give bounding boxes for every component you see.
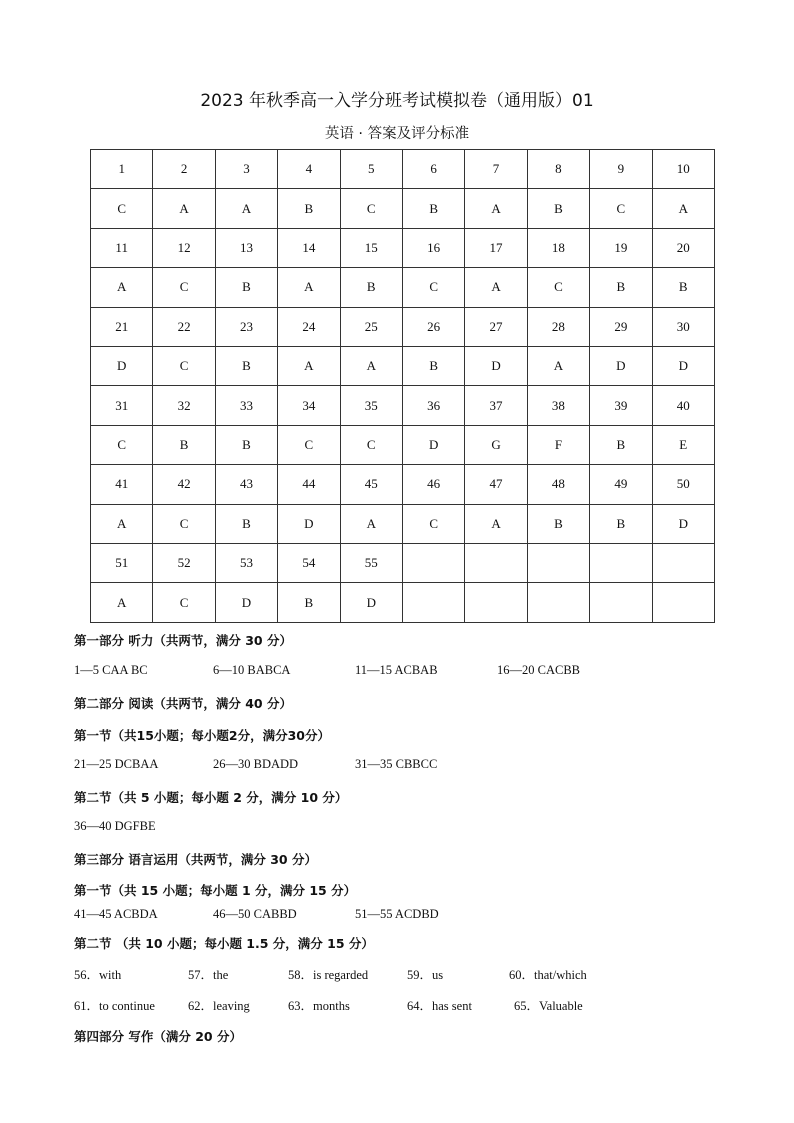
question-number-cell: 46 — [402, 465, 464, 504]
answer-cell: F — [527, 425, 589, 464]
answer-cell: A — [340, 504, 402, 543]
answer-cell: A — [91, 504, 153, 543]
answer-cell: C — [153, 504, 215, 543]
question-number-cell: 49 — [590, 465, 652, 504]
question-number-cell: 21 — [91, 307, 153, 346]
part2-heading: 第二部分 阅读（共两节，满分 40 分） — [74, 696, 292, 711]
answer-row — [91, 504, 715, 543]
answer-cell: A — [652, 189, 714, 228]
answer-cell: A — [340, 347, 402, 386]
answer-cell: C — [402, 504, 464, 543]
question-number-cell: 36 — [402, 386, 464, 425]
question-number-cell: 53 — [215, 544, 277, 583]
part1-answer-group: 11—15 ACBAB — [355, 663, 438, 677]
answer-cell: B — [527, 189, 589, 228]
answer-cell: B — [215, 504, 277, 543]
question-number-cell: 7 — [465, 150, 527, 189]
question-number-cell: 19 — [590, 228, 652, 267]
answer-cell: C — [278, 425, 340, 464]
answer-cell: D — [91, 347, 153, 386]
fill-answer: 59．us — [407, 968, 444, 982]
fill-answer: 62．leaving — [188, 999, 250, 1013]
question-number-cell: 25 — [340, 307, 402, 346]
question-number-cell: 26 — [402, 307, 464, 346]
answer-cell: C — [153, 583, 215, 623]
question-number-cell: 15 — [340, 228, 402, 267]
question-number-cell: 47 — [465, 465, 527, 504]
part1-heading: 第一部分 听力（共两节，满分 30 分） — [74, 633, 292, 648]
question-number-cell: 35 — [340, 386, 402, 425]
answer-cell: C — [402, 268, 464, 307]
answer-cell: C — [340, 189, 402, 228]
answer-cell: C — [527, 268, 589, 307]
question-number-cell: 39 — [590, 386, 652, 425]
answer-cell: A — [465, 189, 527, 228]
answer-cell: D — [278, 504, 340, 543]
question-number-cell — [652, 544, 714, 583]
question-number-cell: 5 — [340, 150, 402, 189]
question-number-cell: 52 — [153, 544, 215, 583]
question-number-cell: 34 — [278, 386, 340, 425]
answer-cell: B — [402, 189, 464, 228]
question-number-cell — [527, 544, 589, 583]
answer-cell: A — [527, 347, 589, 386]
answer-cell: B — [153, 425, 215, 464]
answer-cell: A — [278, 347, 340, 386]
part3-heading: 第三部分 语言运用（共两节，满分 30 分） — [74, 852, 317, 867]
answer-row — [91, 189, 715, 228]
answer-cell: A — [91, 583, 153, 623]
question-number-cell — [590, 544, 652, 583]
part3-section1-heading: 第一节（共 15 小题；每小题 1 分，满分 15 分） — [74, 883, 357, 898]
question-number-row — [91, 150, 715, 189]
answer-cell: D — [465, 347, 527, 386]
answer-cell — [652, 583, 714, 623]
question-number-cell: 29 — [590, 307, 652, 346]
question-number-cell: 20 — [652, 228, 714, 267]
answer-cell: D — [590, 347, 652, 386]
part3-answer-group: 41—45 ACBDA — [74, 907, 158, 921]
answer-cell: A — [91, 268, 153, 307]
answer-cell: C — [153, 268, 215, 307]
answer-cell: D — [402, 425, 464, 464]
question-number-cell: 28 — [527, 307, 589, 346]
fill-answer: 58．is regarded — [288, 968, 369, 982]
question-number-cell: 10 — [652, 150, 714, 189]
answer-cell: A — [278, 268, 340, 307]
question-number-cell: 33 — [215, 386, 277, 425]
question-number-cell: 32 — [153, 386, 215, 425]
answer-cell: B — [652, 268, 714, 307]
part4-heading: 第四部分 写作（满分 20 分） — [74, 1029, 242, 1044]
question-number-cell: 23 — [215, 307, 277, 346]
question-number-cell: 18 — [527, 228, 589, 267]
answer-cell: C — [91, 189, 153, 228]
part1-answer-group: 6—10 BABCA — [213, 663, 291, 677]
part3-section2-heading: 第二节 （共 10 小题；每小题 1.5 分，满分 15 分） — [74, 936, 374, 951]
question-number-row — [91, 544, 715, 583]
answer-cell: B — [215, 268, 277, 307]
answer-cell: A — [153, 189, 215, 228]
fill-answer: 63．months — [288, 999, 350, 1013]
answer-cell: C — [91, 425, 153, 464]
answer-cell: B — [278, 583, 340, 623]
question-number-cell: 9 — [590, 150, 652, 189]
question-number-row — [91, 228, 715, 267]
question-number-cell: 4 — [278, 150, 340, 189]
answer-cell: B — [278, 189, 340, 228]
question-number-cell: 3 — [215, 150, 277, 189]
question-number-cell: 13 — [215, 228, 277, 267]
question-number-cell: 55 — [340, 544, 402, 583]
part3-answer-group: 46—50 CABBD — [213, 907, 297, 921]
part3-answer-group: 51—55 ACDBD — [355, 907, 439, 921]
answer-cell: B — [590, 268, 652, 307]
answer-cell: C — [590, 189, 652, 228]
answer-cell: C — [340, 425, 402, 464]
question-number-cell: 30 — [652, 307, 714, 346]
question-number-cell: 22 — [153, 307, 215, 346]
answer-table — [90, 149, 715, 623]
question-number-cell — [465, 544, 527, 583]
part2-answer-group: 31—35 CBBCC — [355, 757, 438, 771]
question-number-cell: 43 — [215, 465, 277, 504]
answer-cell: B — [402, 347, 464, 386]
part1-answer-group: 1—5 CAA BC — [74, 663, 148, 677]
answer-cell: B — [340, 268, 402, 307]
fill-answer: 65．Valuable — [514, 999, 583, 1013]
answer-cell: B — [215, 347, 277, 386]
answer-cell: B — [215, 425, 277, 464]
question-number-cell: 17 — [465, 228, 527, 267]
answer-cell: B — [590, 504, 652, 543]
answer-cell: D — [215, 583, 277, 623]
question-number-cell: 31 — [91, 386, 153, 425]
part2-answer-group: 21—25 DCBAA — [74, 757, 159, 771]
question-number-cell: 54 — [278, 544, 340, 583]
question-number-cell: 40 — [652, 386, 714, 425]
answer-cell — [590, 583, 652, 623]
question-number-cell: 16 — [402, 228, 464, 267]
part2-section2-heading: 第二节（共 5 小题；每小题 2 分，满分 10 分） — [74, 790, 348, 805]
page-subtitle: 英语 · 答案及评分标准 — [324, 126, 470, 142]
answer-row — [91, 425, 715, 464]
question-number-cell: 6 — [402, 150, 464, 189]
answer-cell: E — [652, 425, 714, 464]
fill-answer: 61．to continue — [74, 999, 155, 1013]
answer-cell: D — [652, 504, 714, 543]
answer-cell — [465, 583, 527, 623]
answer-cell: D — [652, 347, 714, 386]
fill-answer: 64．has sent — [407, 999, 472, 1013]
question-number-row — [91, 307, 715, 346]
part2-answer-group: 36—40 DGFBE — [74, 819, 156, 833]
answer-cell: D — [340, 583, 402, 623]
answer-cell: A — [465, 504, 527, 543]
question-number-cell: 27 — [465, 307, 527, 346]
question-number-cell: 44 — [278, 465, 340, 504]
question-number-cell — [402, 544, 464, 583]
page-title: 2023 年秋季高一入学分班考试模拟卷（通用版）01 — [200, 91, 594, 111]
part2-answer-group: 26—30 BDADD — [213, 757, 299, 771]
question-number-row — [91, 386, 715, 425]
answer-cell: C — [153, 347, 215, 386]
question-number-cell: 24 — [278, 307, 340, 346]
question-number-cell: 11 — [91, 228, 153, 267]
answer-row — [91, 268, 715, 307]
question-number-cell: 51 — [91, 544, 153, 583]
answer-cell — [527, 583, 589, 623]
question-number-cell: 8 — [527, 150, 589, 189]
answer-cell — [402, 583, 464, 623]
question-number-row — [91, 465, 715, 504]
question-number-cell: 2 — [153, 150, 215, 189]
question-number-cell: 41 — [91, 465, 153, 504]
question-number-cell: 38 — [527, 386, 589, 425]
question-number-cell: 37 — [465, 386, 527, 425]
question-number-cell: 45 — [340, 465, 402, 504]
answer-cell: B — [590, 425, 652, 464]
answer-row — [91, 583, 715, 623]
answer-cell: B — [527, 504, 589, 543]
question-number-cell: 12 — [153, 228, 215, 267]
answer-row — [91, 347, 715, 386]
answer-cell: G — [465, 425, 527, 464]
question-number-cell: 42 — [153, 465, 215, 504]
fill-answer: 57．the — [188, 968, 229, 982]
question-number-cell: 1 — [91, 150, 153, 189]
question-number-cell: 48 — [527, 465, 589, 504]
answer-cell: A — [465, 268, 527, 307]
part1-answer-group: 16—20 CACBB — [497, 663, 581, 677]
fill-answer: 56．with — [74, 968, 122, 982]
question-number-cell: 50 — [652, 465, 714, 504]
question-number-cell: 14 — [278, 228, 340, 267]
fill-answer: 60．that/which — [509, 968, 587, 982]
answer-cell: A — [215, 189, 277, 228]
part2-section1-heading: 第一节（共15小题；每小题2分，满分30分） — [74, 728, 330, 743]
